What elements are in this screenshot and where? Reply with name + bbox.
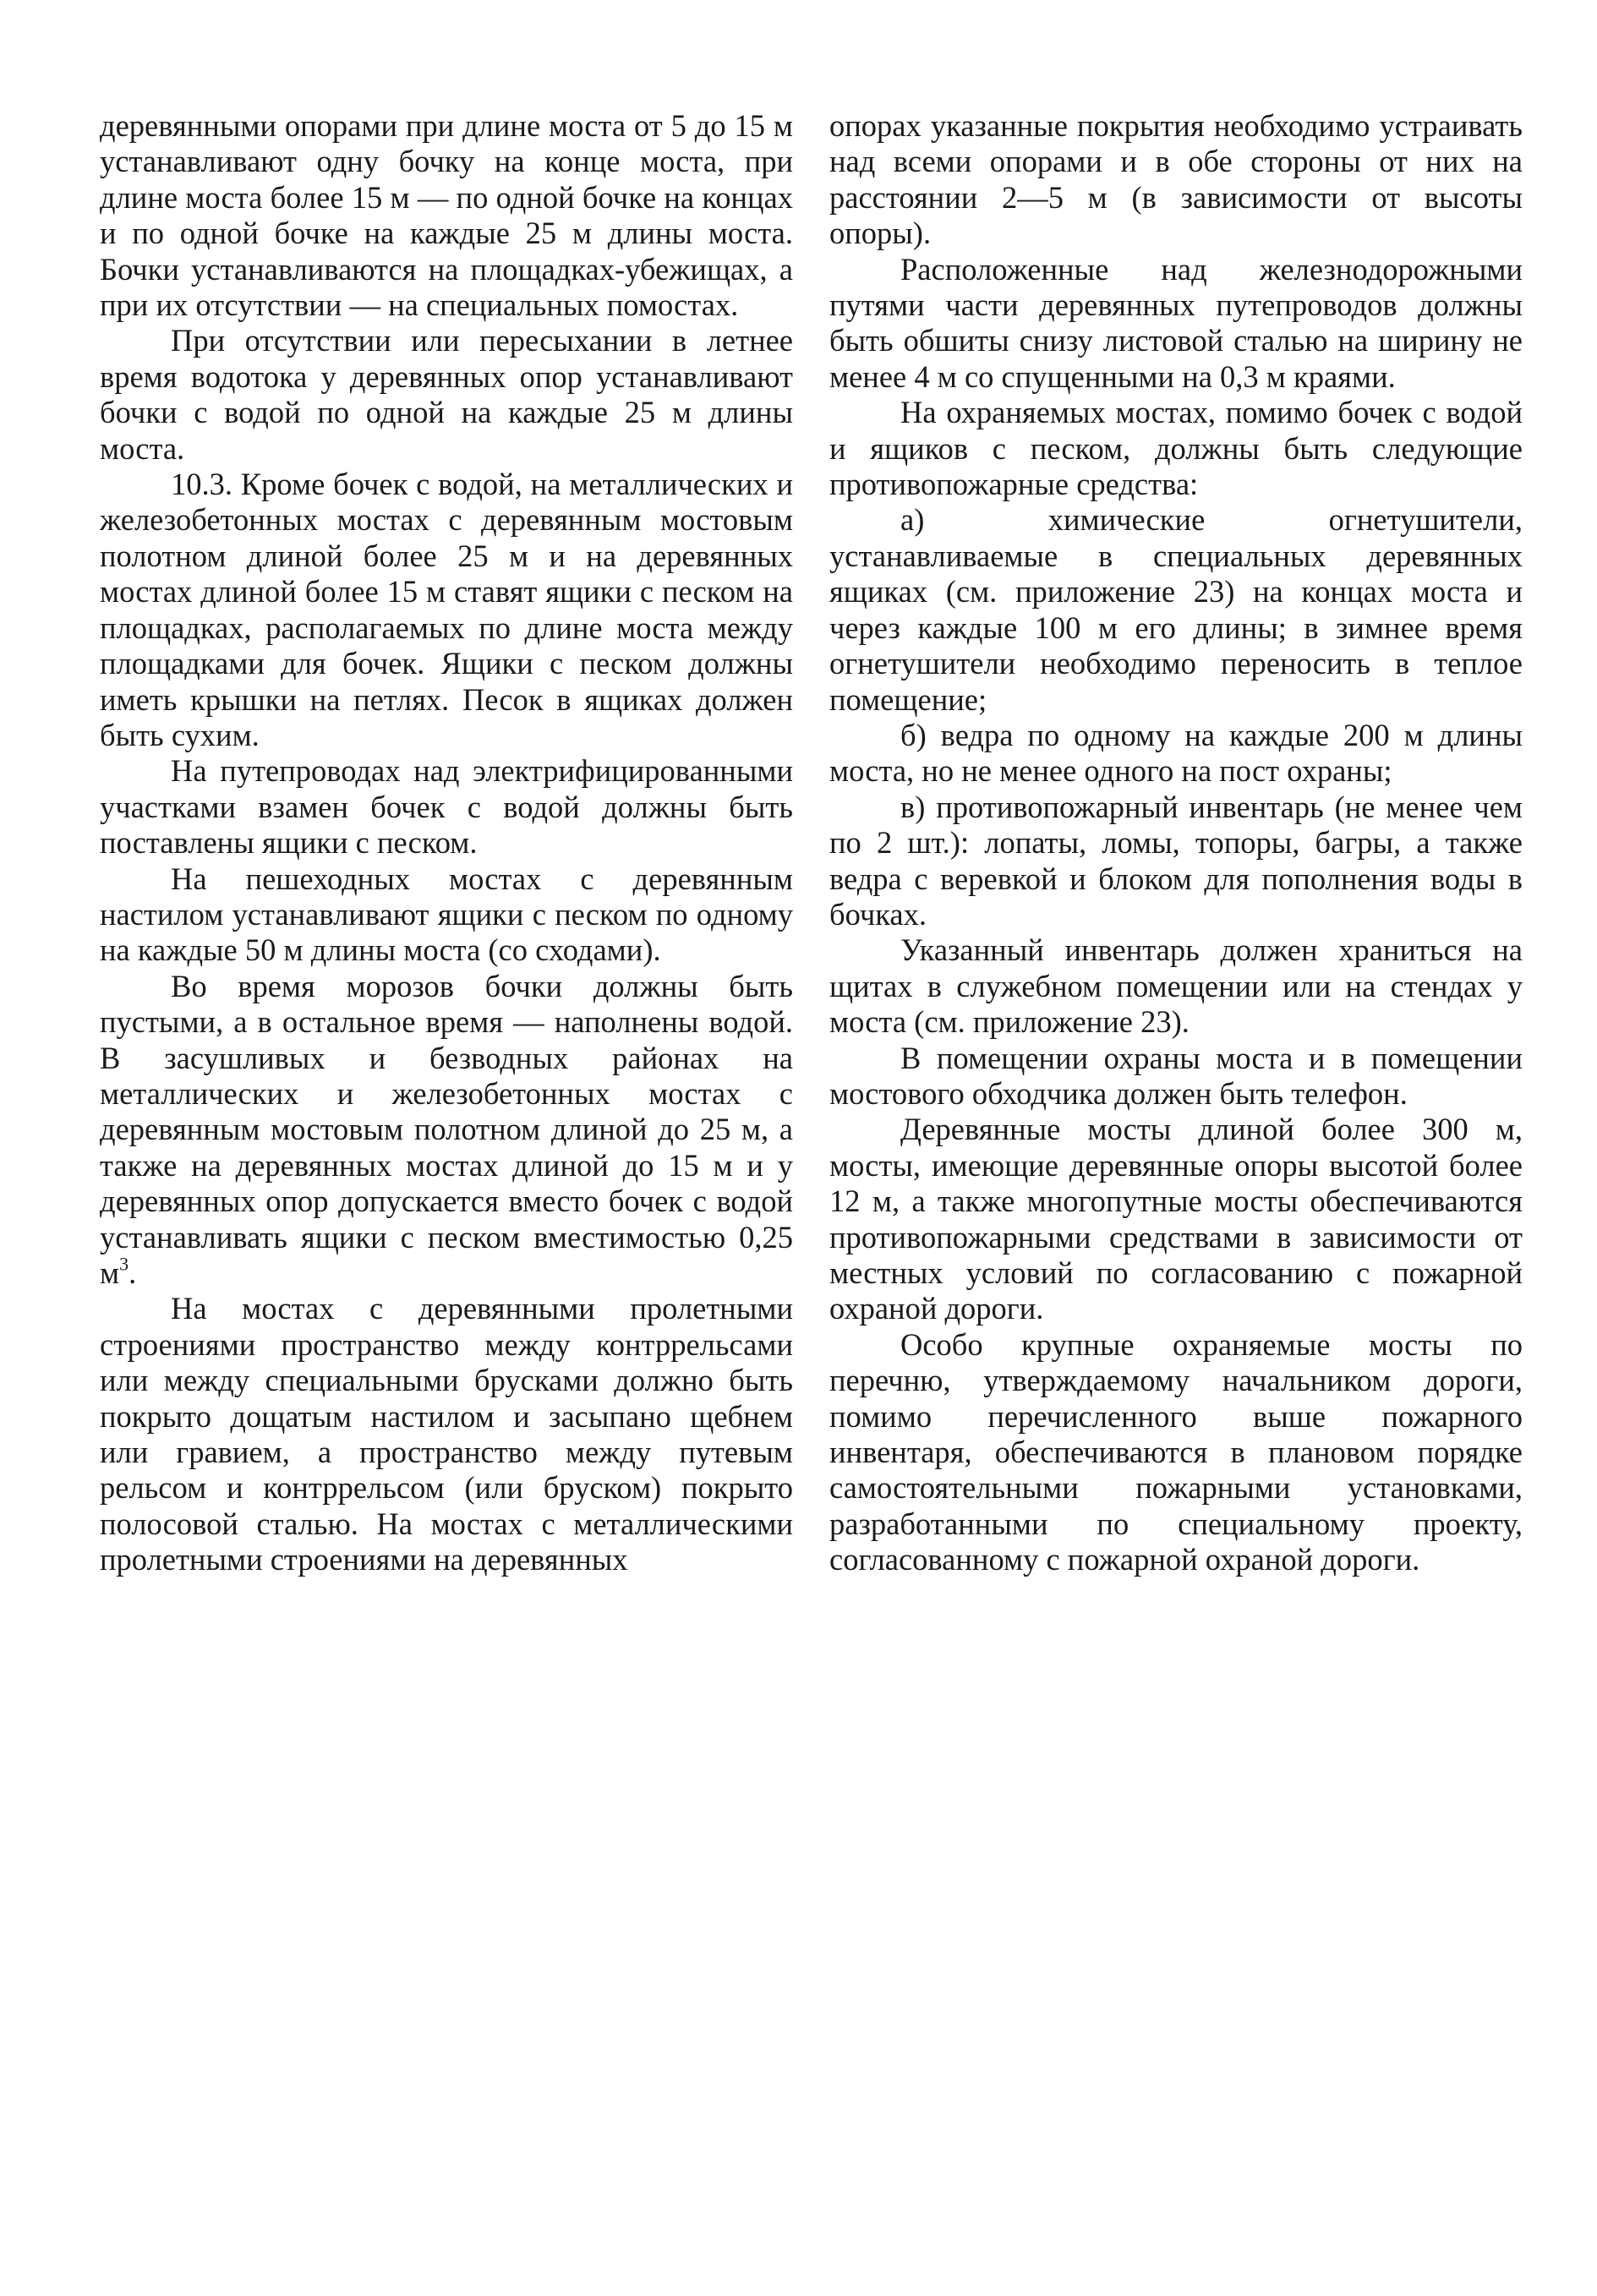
paragraph: На путепроводах над электрифицированными участками взамен бочек с водой должны быть поставлены ящики с песком.	[100, 753, 793, 861]
paragraph: 10.3. Кроме бочек с водой, на металлических и железобетонных мостах с деревянным мостовым полотном длиной более 25 м и на деревянных мостах длиной более 15 м ставят ящики с песком на площадках, располагаемых по длине моста между площадками для бочек. Ящики с песком должны иметь крышки на петлях. Песок в ящиках должен быть сухим.	[100, 467, 793, 752]
list-item: в) противопожарный инвентарь (не менее чем по 2 шт.): лопаты, ломы, топоры, багры, а также ведра с веревкой и блоком для пополнения воды в бочках.	[829, 789, 1523, 932]
paragraph: деревянными опорами при длине моста от 5 до 15 м устанавливают одну бочку на конце моста, при длине моста более 15 м — по одной бочке на концах и по одной бочке на каждые 25 м длины моста. Бочки устанавливаются на площадках-убежищах, а при их отсутствии — на специальных помостах.	[100, 108, 793, 323]
text-column-right	[829, 108, 1523, 1578]
paragraph: Особо крупные охраняемые мосты по перечню, утверждаемому начальником дороги, помимо перечисленного выше пожарного инвентаря, обеспечиваются в плановом порядке самостоятельными пожарными установками, разработанными по специальному проекту, согласованному с пожарной охраной дороги.	[829, 1326, 1523, 1577]
list-item: б) ведра по одному на каждые 200 м длины моста, но не менее одного на пост охраны;	[829, 717, 1523, 789]
paragraph-text: Во время морозов бочки должны быть пустыми, а в остальное время — наполнены водой. В засушливых и безводных районах на металлических и железобетонных мостах с деревянным мостовым полотном длиной до 25 м, а также на деревянных мостах длиной до 15 м и у деревянных опор допускается вместо бочек с водой устанавливать ящики с песком вместимостью 0,25 м	[100, 968, 793, 1290]
paragraph: На пешеходных мостах с деревянным настилом устанавливают ящики с песком по одному на каждые 50 м длины моста (со сходами).	[100, 861, 793, 968]
paragraph: В помещении охраны моста и в помещении мостового обходчика должен быть телефон.	[829, 1040, 1523, 1111]
paragraph: Расположенные над железнодорожными путями части деревянных путепроводов должны быть обшиты снизу листовой сталью на ширину не менее 4 м со спущенными на 0,3 м краями.	[829, 251, 1523, 394]
paragraph: На мостах с деревянными пролетными строениями пространство между контррельсами или между специальными брусками должно быть покрыто дощатым настилом и засыпано щебнем или гравием, а пространство между путевым рельсом и контррельсом (или бруском) покрыто полосовой сталью. На мостах с металлическими пролетными строениями на деревянных	[100, 1291, 793, 1577]
paragraph: На охраняемых мостах, помимо бочек с водой и ящиков с песком, должны быть следующие противопожарные средства:	[829, 395, 1523, 502]
paragraph: Указанный инвентарь должен храниться на щитах в служебном помещении или на стендах у моста (см. приложение 23).	[829, 932, 1523, 1040]
paragraph: При отсутствии или пересыхании в летнее время водотока у деревянных опор устанавливают бочки с водой по одной на каждые 25 м длины моста.	[100, 323, 793, 466]
text-column-left	[100, 108, 793, 1578]
superscript: 3	[119, 1253, 129, 1275]
paragraph: опорах указанные покрытия необходимо устраивать над всеми опорами и в обе стороны от них на расстоянии 2—5 м (в зависимости от высоты опоры).	[829, 108, 1523, 251]
paragraph	[100, 969, 793, 1292]
paragraph-text-end: .	[129, 1255, 137, 1290]
paragraph: Деревянные мосты длиной более 300 м, мосты, имеющие деревянные опоры высотой более 12 м, а также многопутные мосты обеспечиваются противопожарными средствами в зависимости от местных условий по согласованию с пожарной охраной дороги.	[829, 1112, 1523, 1326]
list-item: а) химические огнетушители, устанавливаемые в специальных деревянных ящиках (см. приложение 23) на концах моста и через каждые 100 м его длины; в зимнее время огнетушители необходимо переносить в теплое помещение;	[829, 502, 1523, 717]
